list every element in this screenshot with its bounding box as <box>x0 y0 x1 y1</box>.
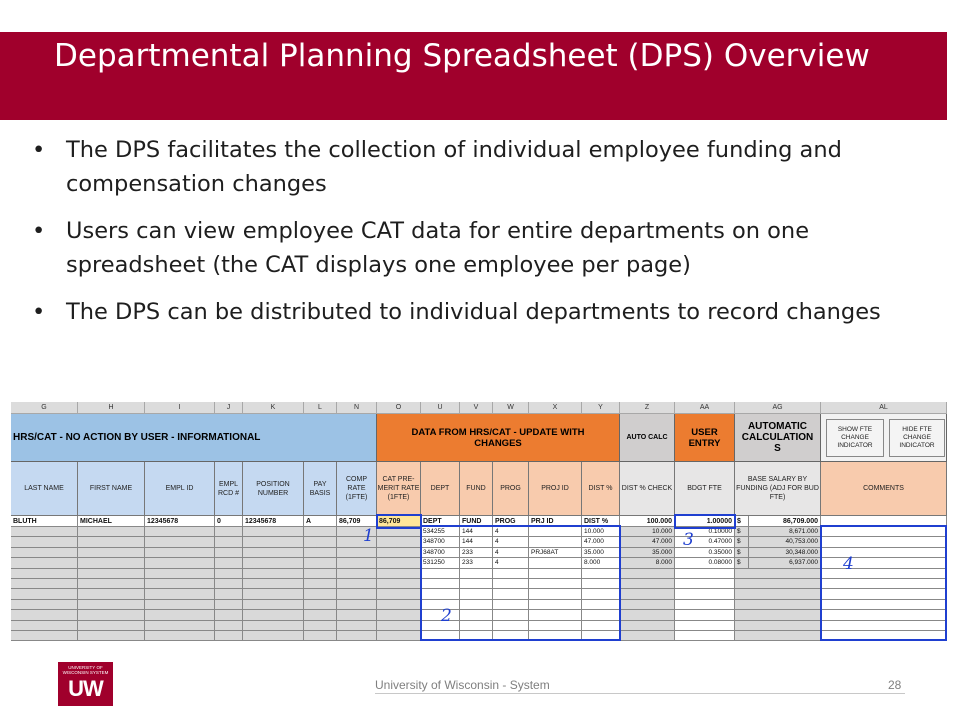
grid-cell <box>145 558 215 568</box>
band-update: DATA FROM HRS/CAT - UPDATE WITH CHANGES <box>377 414 620 462</box>
bullet-item <box>30 133 930 201</box>
grid-cell <box>377 537 421 547</box>
column-letter: V <box>460 402 493 414</box>
bullet-dot: • <box>32 299 46 325</box>
funding-cell: 534255 <box>421 527 460 537</box>
show-fte-change-button[interactable]: SHOW FTE CHANGE INDICATOR <box>826 419 884 457</box>
funding-cell: $ <box>735 527 749 537</box>
employee-cell: MICHAEL <box>78 516 145 527</box>
funding-cell: 6,937.000 <box>749 558 821 568</box>
employee-cell: 86,709 <box>377 516 421 527</box>
funding-cell: 348700 <box>421 548 460 558</box>
grid-cell <box>620 569 675 579</box>
grid-cell <box>304 548 337 558</box>
employee-cell: 12345678 <box>145 516 215 527</box>
grid-cell <box>11 548 78 558</box>
annotation-number: 1 <box>363 526 374 546</box>
column-header: DIST % <box>582 462 620 516</box>
grid-cell <box>78 558 145 568</box>
grid-cell <box>735 621 821 631</box>
funding-cell: PRJ68AT <box>529 548 582 558</box>
band-automatic: AUTOMATIC CALCULATION S <box>735 414 821 462</box>
grid-cell <box>78 610 145 620</box>
column-letter: W <box>493 402 529 414</box>
funding-cell: 35.000 <box>582 548 620 558</box>
grid-cell <box>735 569 821 579</box>
grid-cell <box>735 631 821 641</box>
grid-cell <box>78 600 145 610</box>
grid-cell <box>78 569 145 579</box>
grid-cell <box>377 631 421 641</box>
grid-cell <box>243 527 304 537</box>
grid-cell <box>304 610 337 620</box>
grid-cell <box>304 569 337 579</box>
grid-cell <box>377 569 421 579</box>
funding-cell: 0.08000 <box>675 558 735 568</box>
grid-cell <box>243 631 304 641</box>
grid-cell <box>11 527 78 537</box>
grid-cell <box>735 589 821 599</box>
grid-cell <box>215 569 243 579</box>
grid-cell <box>675 600 735 610</box>
grid-cell <box>304 537 337 547</box>
grid-cell <box>337 631 377 641</box>
column-letter: N <box>337 402 377 414</box>
column-header: EMPL RCD # <box>215 462 243 516</box>
grid-cell <box>337 579 377 589</box>
funding-cell: 144 <box>460 527 493 537</box>
grid-cell <box>145 548 215 558</box>
spreadsheet-screenshot <box>11 402 947 642</box>
grid-cell <box>215 579 243 589</box>
bullet-dot: • <box>32 137 46 163</box>
employee-cell: 100.000 <box>620 516 675 527</box>
funding-cell: 0.10000 <box>675 527 735 537</box>
grid-cell <box>377 558 421 568</box>
funding-cell: 4 <box>493 537 529 547</box>
funding-cell: 8.000 <box>582 558 620 568</box>
column-letter: K <box>243 402 304 414</box>
bullet-text: The DPS facilitates the collection of individual employee funding and compensation changes <box>66 137 842 197</box>
grid-cell <box>675 579 735 589</box>
employee-cell: PRJ ID <box>529 516 582 527</box>
grid-cell <box>243 569 304 579</box>
grid-cell <box>145 569 215 579</box>
column-letter: G <box>11 402 78 414</box>
logo-small-text: UNIVERSITY OF WISCONSIN SYSTEM <box>62 665 109 675</box>
grid-cell <box>11 631 78 641</box>
grid-cell <box>377 600 421 610</box>
uw-logo <box>58 662 113 706</box>
employee-cell: 0 <box>215 516 243 527</box>
funding-cell: $ <box>735 548 749 558</box>
grid-cell <box>145 600 215 610</box>
band-auto-calc: AUTO CALC <box>620 414 675 462</box>
column-header: CAT PRE- MERIT RATE (1FTE) <box>377 462 421 516</box>
column-letter: U <box>421 402 460 414</box>
grid-cell <box>243 537 304 547</box>
grid-cell <box>675 569 735 579</box>
employee-cell: 12345678 <box>243 516 304 527</box>
bullet-text: The DPS can be distributed to individual departments to record changes <box>66 299 881 325</box>
column-letter: X <box>529 402 582 414</box>
grid-cell <box>78 579 145 589</box>
grid-cell <box>78 537 145 547</box>
funding-cell: 8,671.000 <box>749 527 821 537</box>
annotation-number: 3 <box>683 530 694 550</box>
footer-text: University of Wisconsin - System <box>375 678 550 692</box>
annotation-box-1 <box>376 514 422 529</box>
funding-cell: 10.000 <box>620 527 675 537</box>
grid-cell <box>377 610 421 620</box>
grid-cell <box>337 569 377 579</box>
column-header: POSITION NUMBER <box>243 462 304 516</box>
funding-cell: 144 <box>460 537 493 547</box>
employee-cell: DEPT <box>421 516 460 527</box>
grid-cell <box>243 610 304 620</box>
grid-cell <box>337 548 377 558</box>
grid-cell <box>304 621 337 631</box>
grid-cell <box>337 621 377 631</box>
hide-fte-change-button[interactable]: HIDE FTE CHANGE INDICATOR <box>889 419 945 457</box>
column-header: DIST % CHECK <box>620 462 675 516</box>
funding-cell: 4 <box>493 558 529 568</box>
grid-cell <box>620 579 675 589</box>
funding-cell: $ <box>735 537 749 547</box>
grid-cell <box>675 631 735 641</box>
grid-cell <box>304 527 337 537</box>
annotation-number: 4 <box>843 554 854 574</box>
employee-cell: 1.00000 <box>675 516 735 527</box>
grid-cell <box>11 569 78 579</box>
grid-cell <box>215 558 243 568</box>
grid-cell <box>377 548 421 558</box>
grid-cell <box>304 558 337 568</box>
annotation-number: 2 <box>441 606 452 626</box>
column-letter: O <box>377 402 421 414</box>
grid-cell <box>304 631 337 641</box>
slide-title: Departmental Planning Spreadsheet (DPS) Overview <box>54 38 870 74</box>
column-letter: H <box>78 402 145 414</box>
band-user-entry: USER ENTRY <box>675 414 735 462</box>
grid-cell <box>11 589 78 599</box>
grid-cell <box>377 589 421 599</box>
grid-cell <box>78 548 145 558</box>
logo-big-text: UW <box>68 676 103 701</box>
grid-cell <box>337 558 377 568</box>
grid-cell <box>215 610 243 620</box>
grid-cell <box>11 621 78 631</box>
grid-cell <box>145 610 215 620</box>
grid-cell <box>243 579 304 589</box>
employee-cell: FUND <box>460 516 493 527</box>
grid-cell <box>337 600 377 610</box>
grid-cell <box>337 589 377 599</box>
grid-cell <box>620 610 675 620</box>
column-header: COMMENTS <box>821 462 947 516</box>
grid-cell <box>243 600 304 610</box>
column-letter: AL <box>821 402 947 414</box>
grid-cell <box>11 579 78 589</box>
grid-cell <box>78 631 145 641</box>
column-header: PROG <box>493 462 529 516</box>
employee-cell: BLUTH <box>11 516 78 527</box>
funding-cell: 35.000 <box>620 548 675 558</box>
grid-cell <box>377 621 421 631</box>
grid-cell <box>78 589 145 599</box>
grid-cell <box>215 548 243 558</box>
grid-cell <box>215 600 243 610</box>
bullet-list <box>30 133 930 342</box>
funding-cell: 4 <box>493 527 529 537</box>
employee-cell: 86,709.000 <box>749 516 821 527</box>
grid-cell <box>215 621 243 631</box>
funding-cell: 0.35000 <box>675 548 735 558</box>
column-header: BDGT FTE <box>675 462 735 516</box>
grid-cell <box>215 589 243 599</box>
employee-cell: $ <box>735 516 749 527</box>
grid-cell <box>11 558 78 568</box>
grid-cell <box>145 537 215 547</box>
grid-cell <box>11 600 78 610</box>
annotation-box-4 <box>820 525 947 641</box>
grid-cell <box>337 610 377 620</box>
column-header: FIRST NAME <box>78 462 145 516</box>
bullet-item <box>30 214 930 282</box>
column-letter: Y <box>582 402 620 414</box>
grid-cell <box>675 610 735 620</box>
grid-cell <box>304 600 337 610</box>
page-number: 28 <box>888 678 902 692</box>
column-header: BASE SALARY BY FUNDING (ADJ FOR BUD FTE) <box>735 462 821 516</box>
employee-cell: DIST % <box>582 516 620 527</box>
grid-cell <box>243 589 304 599</box>
grid-cell <box>304 589 337 599</box>
grid-cell <box>620 621 675 631</box>
funding-cell: 0.47000 <box>675 537 735 547</box>
grid-cell <box>11 537 78 547</box>
grid-cell <box>620 600 675 610</box>
column-letter: J <box>215 402 243 414</box>
funding-cell: 531250 <box>421 558 460 568</box>
column-letter: L <box>304 402 337 414</box>
grid-cell <box>145 589 215 599</box>
grid-cell <box>675 621 735 631</box>
grid-cell <box>78 527 145 537</box>
grid-cell <box>735 600 821 610</box>
column-letter: AG <box>735 402 821 414</box>
funding-cell: $ <box>735 558 749 568</box>
grid-cell <box>215 631 243 641</box>
column-header: PROJ ID <box>529 462 582 516</box>
bullet-item <box>30 295 930 329</box>
grid-cell <box>735 610 821 620</box>
employee-cell: PROG <box>493 516 529 527</box>
grid-cell <box>145 621 215 631</box>
funding-cell: 10.000 <box>582 527 620 537</box>
band-informational: HRS/CAT - NO ACTION BY USER - INFORMATIONAL <box>11 414 377 462</box>
grid-cell <box>145 631 215 641</box>
grid-cell <box>215 527 243 537</box>
funding-cell: 40,753.000 <box>749 537 821 547</box>
footer-divider <box>375 693 905 694</box>
funding-cell: 47.000 <box>620 537 675 547</box>
funding-cell: 8.000 <box>620 558 675 568</box>
grid-cell <box>11 610 78 620</box>
column-header: EMPL ID <box>145 462 215 516</box>
grid-cell <box>145 579 215 589</box>
grid-cell <box>215 537 243 547</box>
employee-cell: 86,709 <box>337 516 377 527</box>
grid-cell <box>243 621 304 631</box>
funding-cell: 233 <box>460 558 493 568</box>
grid-cell <box>377 579 421 589</box>
grid-cell <box>675 589 735 599</box>
column-letter: AA <box>675 402 735 414</box>
grid-cell <box>243 558 304 568</box>
grid-cell <box>735 579 821 589</box>
grid-cell <box>145 527 215 537</box>
annotation-box-3 <box>674 514 736 529</box>
column-header: PAY BASIS <box>304 462 337 516</box>
bullet-text: Users can view employee CAT data for entire departments on one spreadsheet (the CAT displays one employee per page) <box>66 218 810 278</box>
column-header: FUND <box>460 462 493 516</box>
grid-cell <box>620 631 675 641</box>
grid-cell <box>78 621 145 631</box>
column-letter: Z <box>620 402 675 414</box>
bullet-dot: • <box>32 218 46 244</box>
grid-cell <box>620 589 675 599</box>
column-header: LAST NAME <box>11 462 78 516</box>
funding-cell: 4 <box>493 548 529 558</box>
column-letter: I <box>145 402 215 414</box>
funding-cell: 30,348.000 <box>749 548 821 558</box>
funding-cell: 233 <box>460 548 493 558</box>
grid-cell <box>243 548 304 558</box>
column-header: COMP RATE (1FTE) <box>337 462 377 516</box>
employee-cell: A <box>304 516 337 527</box>
grid-cell <box>304 579 337 589</box>
funding-cell: 348700 <box>421 537 460 547</box>
funding-cell: 47.000 <box>582 537 620 547</box>
column-header: DEPT <box>421 462 460 516</box>
